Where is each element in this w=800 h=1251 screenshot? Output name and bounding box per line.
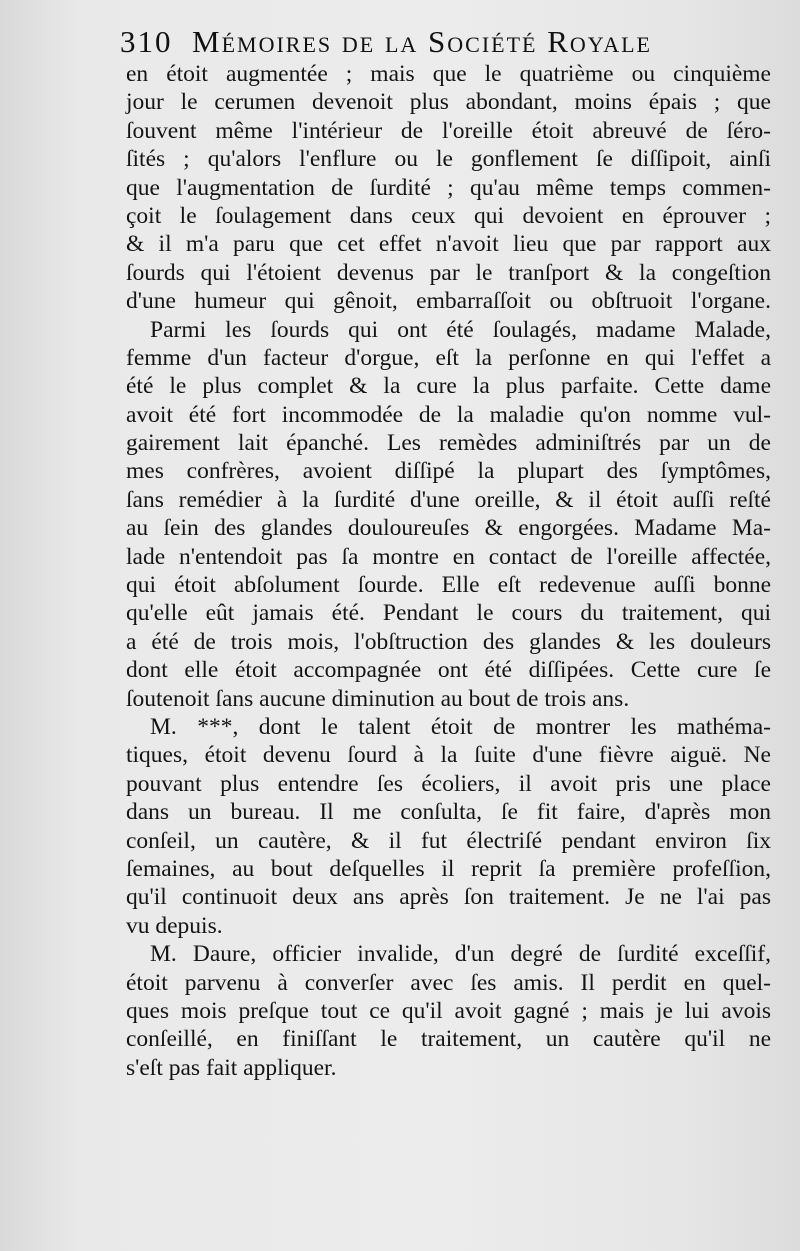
text-line: en étoit augmentée ; mais que le quatrième ou cinquième (126, 61, 771, 87)
text-line: & il m'a paru que cet effet n'avoit lieu que par rapport aux (126, 231, 771, 258)
text-line: çoit le ſoulagement dans ceux qui devoient en éprouver ; (126, 202, 771, 229)
text-line: été le plus complet & la cure la plus parfaite. Cette dame (126, 373, 771, 400)
text-line: conſeillé, en finiſſant le traitement, un cautère qu'il ne (126, 1026, 771, 1053)
text-line: qui étoit abſolument ſourde. Elle eſt redevenue auſſi bonne (126, 572, 771, 599)
text-line: M. Daure, officier invalide, d'un degré de ſurdité exceſſif, (150, 941, 771, 968)
text-line: M. ***, dont le talent étoit de montrer les mathéma- (150, 713, 771, 740)
text-line: ſités ; qu'alors l'enflure ou le gonflement ſe diſſipoit, ainſi (126, 146, 771, 173)
page-number: 310 (120, 24, 173, 59)
text-line: avoit été fort incommodée de la maladie qu'on nomme vul- (126, 401, 771, 428)
text-line: femme d'un facteur d'orgue, eſt la perſonne en qui l'effet a (126, 344, 771, 371)
text-line: lade n'entendoit pas ſa montre en contact de l'oreille affectée, (126, 543, 771, 570)
text-line: tiques, étoit devenu ſourd à la ſuite d'une fièvre aiguë. Ne (126, 742, 771, 769)
text-line: dans un bureau. Il me conſulta, ſe fit faire, d'après mon (126, 799, 771, 826)
text-line: gairement lait épanché. Les remèdes adminiſtrés par un de (126, 430, 771, 457)
text-line: ſoutenoit ſans aucune diminution au bout de trois ans. (126, 685, 630, 712)
body-text (126, 60, 771, 1082)
text-line: d'une humeur qui gênoit, embarraſſoit ou obſtruoit l'organe. (126, 288, 771, 315)
text-line: a été de trois mois, l'obſtruction des glandes & les douleurs (126, 628, 771, 655)
text-line: ſans remédier à la ſurdité d'une oreille, & il étoit auſſi reſté (126, 486, 771, 513)
text-line: ſemaines, au bout deſquelles il reprit ſa première profeſſion, (126, 855, 771, 882)
text-line: Parmi les ſourds qui ont été ſoulagés, madame Malade, (150, 316, 771, 343)
text-line: pouvant plus entendre ſes écoliers, il avoit pris une place (126, 770, 771, 797)
text-line: ſourds qui l'étoient devenus par le tranſport & la congeſtion (126, 259, 771, 286)
page-header (120, 24, 780, 64)
text-line: qu'elle eût jamais été. Pendant le cours du traitement, qui (126, 600, 771, 627)
text-line: vu depuis. (126, 912, 223, 939)
text-line: qu'il continuoit deux ans après ſon traitement. Je ne l'ai pas (126, 884, 771, 911)
running-title: Mémoires de la Société Royale (192, 24, 652, 59)
text-line: jour le cerumen devenoit plus abondant, moins épais ; que (126, 89, 771, 116)
text-line: au ſein des glandes douloureuſes & engorgées. Madame Ma- (126, 515, 771, 542)
text-line: mes confrères, avoient diſſipé la plupart des ſymptômes, (126, 458, 771, 485)
text-line: conſeil, un cautère, & il fut électriſé pendant environ ſix (126, 827, 771, 854)
text-line: que l'augmentation de ſurdité ; qu'au même temps commen- (126, 174, 771, 201)
text-line: dont elle étoit accompagnée ont été diſſipées. Cette cure ſe (126, 657, 771, 684)
text-line: ſouvent même l'intérieur de l'oreille étoit abreuvé de ſéro- (126, 117, 771, 144)
text-line: ques mois preſque tout ce qu'il avoit gagné ; mais je lui avois (126, 997, 771, 1024)
text-line: étoit parvenu à converſer avec ſes amis. Il perdit en quel- (126, 969, 771, 996)
text-line: s'eſt pas fait appliquer. (126, 1054, 337, 1081)
